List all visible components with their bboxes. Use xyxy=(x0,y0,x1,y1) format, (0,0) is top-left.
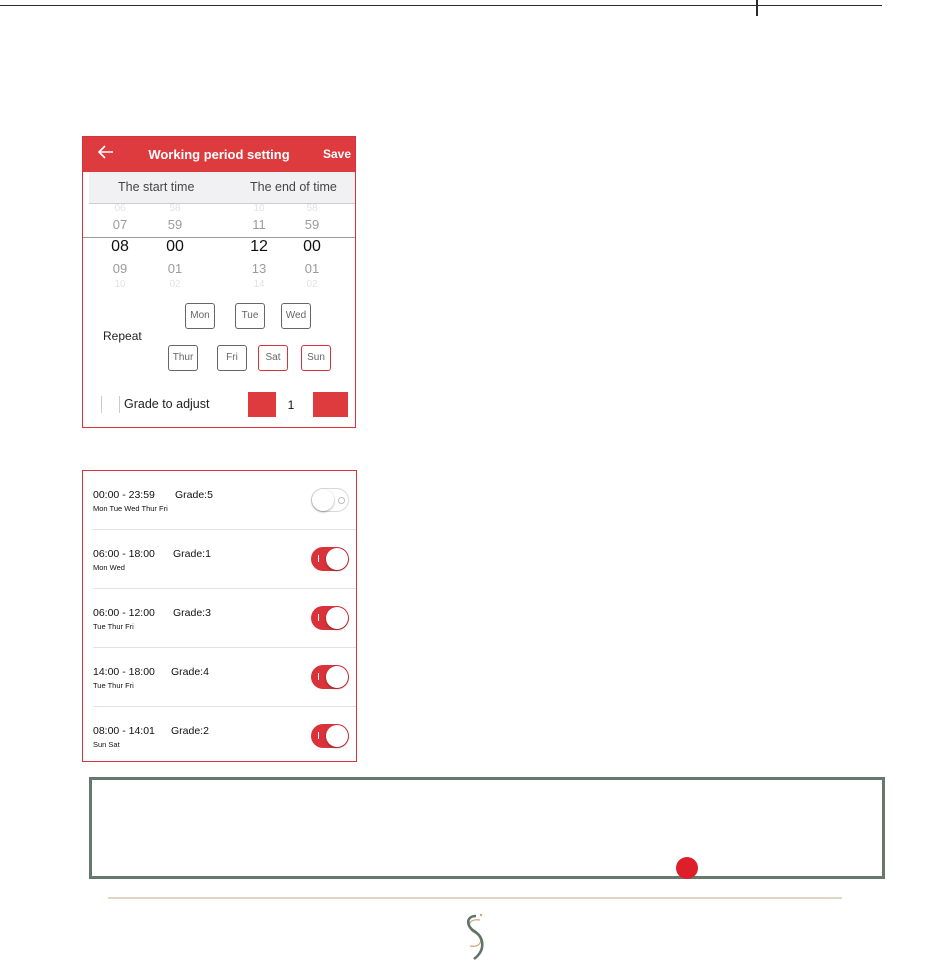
schedule-days: Tue Thur Fri xyxy=(93,681,134,690)
start-hour-wheel[interactable] xyxy=(100,204,140,290)
picker-selected-value: 08 xyxy=(111,238,129,255)
schedule-grade: Grade:3 xyxy=(173,607,211,619)
toggle-on-mark xyxy=(318,614,319,621)
top-rule-tick xyxy=(756,0,758,16)
toggle-on-mark xyxy=(318,673,319,680)
picker-selected-value: 12 xyxy=(250,238,268,255)
end-hour-wheel[interactable] xyxy=(239,204,279,290)
schedule-days: Tue Thur Fri xyxy=(93,622,134,631)
grade-decrement-button[interactable]: < xyxy=(248,392,276,417)
schedule-toggle[interactable] xyxy=(311,488,349,512)
picker-value: 59 xyxy=(167,217,183,232)
picker-value: 02 xyxy=(306,279,318,290)
toggle-knob xyxy=(326,666,348,688)
page-title: Working period setting xyxy=(148,147,290,162)
brand-logo-icon xyxy=(462,912,488,962)
day-button-thur[interactable]: Thur xyxy=(168,345,198,371)
brand-logo-svg xyxy=(462,912,488,962)
schedule-days: Mon Tue Wed Thur Fri xyxy=(93,504,168,513)
day-button-sun[interactable]: Sun xyxy=(301,345,331,371)
picker-value: 59 xyxy=(304,217,320,232)
picker-value: 13 xyxy=(251,261,267,276)
schedule-time: 08:00 - 14:01 xyxy=(93,725,155,737)
end-minute-wheel[interactable] xyxy=(292,204,332,290)
schedule-time: 06:00 - 18:00 xyxy=(93,548,155,560)
schedule-days: Mon Wed xyxy=(93,563,125,572)
picker-value: 11 xyxy=(252,217,266,232)
footer-divider xyxy=(108,897,842,899)
note-box xyxy=(89,777,885,879)
schedule-time: 00:00 - 23:59 xyxy=(93,489,155,501)
picker-selected-value: 00 xyxy=(166,238,184,255)
start-minute-wheel[interactable] xyxy=(155,204,195,290)
schedule-toggle[interactable] xyxy=(311,724,349,748)
list-item[interactable] xyxy=(83,648,356,707)
schedule-toggle[interactable] xyxy=(311,665,349,689)
red-dot-icon xyxy=(676,857,698,879)
picker-value: 07 xyxy=(112,217,128,232)
toggle-on-mark xyxy=(318,555,319,562)
picker-value: 58 xyxy=(169,203,181,214)
picker-value: 06 xyxy=(114,203,126,214)
grade-checkbox[interactable] xyxy=(101,396,120,413)
picker-selected-value: 00 xyxy=(303,238,321,255)
schedule-time: 06:00 - 12:00 xyxy=(93,607,155,619)
schedule-time: 14:00 - 18:00 xyxy=(93,666,155,678)
picker-value: 01 xyxy=(304,261,320,276)
toggle-on-mark xyxy=(318,732,319,739)
toggle-knob xyxy=(326,725,348,747)
list-item[interactable] xyxy=(83,530,356,589)
toggle-off-mark xyxy=(338,497,345,504)
time-tabs xyxy=(89,172,355,204)
day-button-wed[interactable]: Wed xyxy=(281,303,311,329)
list-item[interactable] xyxy=(83,707,356,762)
grade-row xyxy=(83,392,355,418)
top-rule xyxy=(0,0,950,16)
schedule-toggle[interactable] xyxy=(311,606,349,630)
tab-start-time[interactable]: The start time xyxy=(118,180,195,194)
schedule-grade: Grade:5 xyxy=(175,489,213,501)
day-button-tue[interactable]: Tue xyxy=(235,303,265,329)
working-period-screen xyxy=(82,136,356,428)
tab-end-time[interactable]: The end of time xyxy=(250,180,337,194)
picker-value: 01 xyxy=(167,261,183,276)
time-picker[interactable] xyxy=(83,204,355,292)
save-button[interactable]: Save xyxy=(322,147,351,161)
schedule-days: Sun Sat xyxy=(93,740,120,749)
picker-value: 58 xyxy=(306,203,318,214)
list-item[interactable] xyxy=(83,471,356,530)
grade-label: Grade to adjust xyxy=(124,397,210,411)
schedule-toggle[interactable] xyxy=(311,547,349,571)
picker-value: 09 xyxy=(112,261,128,276)
day-button-mon[interactable]: Mon xyxy=(185,303,215,329)
list-item[interactable] xyxy=(83,589,356,648)
schedule-grade: Grade:1 xyxy=(173,548,211,560)
toggle-knob xyxy=(312,489,334,511)
header-bar xyxy=(83,137,355,172)
schedule-grade: Grade:4 xyxy=(171,666,209,678)
toggle-knob xyxy=(326,607,348,629)
grade-value: 1 xyxy=(287,398,295,412)
repeat-label: Repeat xyxy=(103,329,142,343)
day-button-sat[interactable]: Sat xyxy=(258,345,288,371)
picker-value: 10 xyxy=(253,203,265,214)
grade-increment-button[interactable]: > xyxy=(313,392,348,417)
toggle-knob xyxy=(326,548,348,570)
day-button-fri[interactable]: Fri xyxy=(217,345,247,371)
top-rule-line xyxy=(0,5,882,6)
picker-value: 14 xyxy=(253,279,265,290)
schedule-grade: Grade:2 xyxy=(171,725,209,737)
picker-value: 10 xyxy=(114,279,126,290)
picker-value: 02 xyxy=(169,279,181,290)
schedule-list xyxy=(82,470,357,762)
